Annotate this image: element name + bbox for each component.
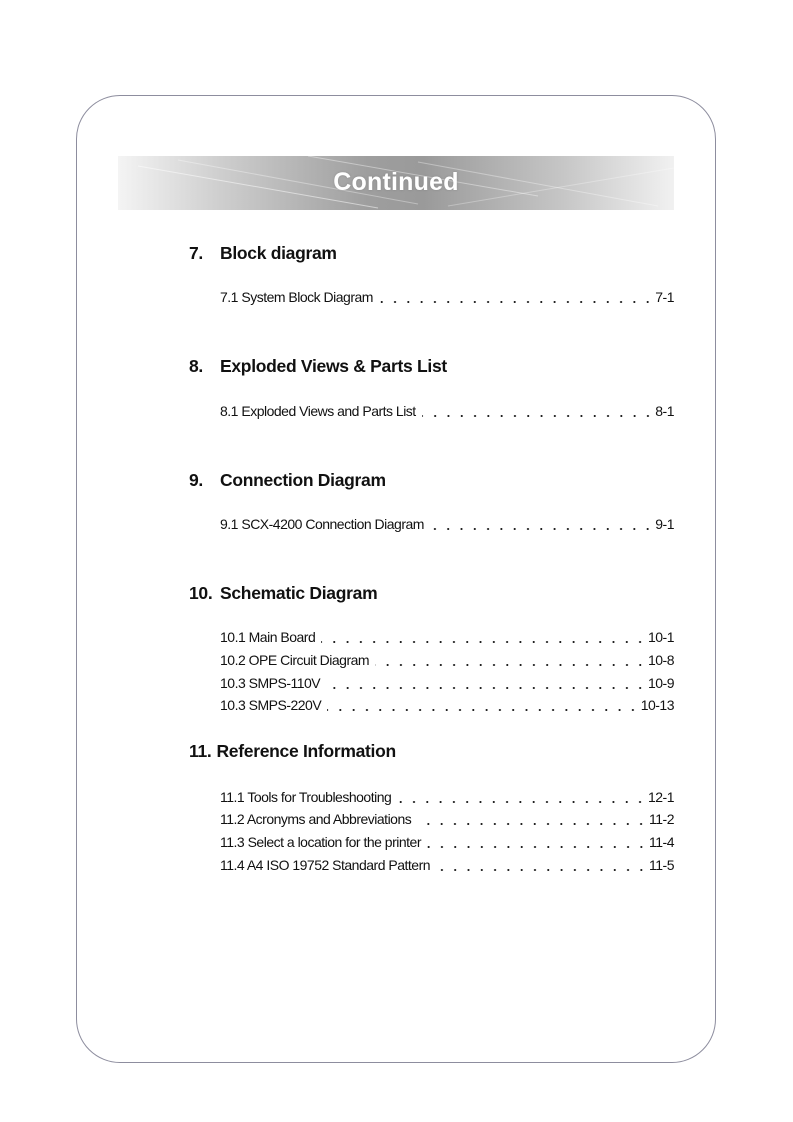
section-number: 8. [189, 356, 203, 376]
section-heading-10[interactable] [189, 583, 377, 604]
dot-leader [397, 798, 647, 806]
page-frame [76, 95, 716, 1063]
toc-entry-label: 9.1 SCX-4200 Connection Diagram [220, 516, 424, 532]
dot-leader [327, 706, 640, 714]
dot-leader [427, 843, 648, 851]
toc-entry-label: 10.1 Main Board [220, 629, 316, 645]
section-title: Reference Information [216, 741, 396, 761]
toc-entry-page: 10-13 [640, 697, 674, 713]
toc-entry-9-1[interactable] [220, 516, 674, 536]
toc-entry-label: 10.3 SMPS-110V [220, 675, 321, 691]
section-number: 11. [189, 741, 212, 761]
page-title: Continued [333, 168, 459, 196]
section-heading-7[interactable] [189, 243, 337, 264]
toc-entry-page: 12-1 [647, 789, 674, 805]
section-title: Block diagram [220, 243, 337, 263]
toc-entry-label: 11.4 A4 ISO 19752 Standard Pattern [220, 857, 431, 873]
section-title: Exploded Views & Parts List [220, 356, 447, 376]
toc-entry-label: 11.3 Select a location for the printer [220, 834, 421, 850]
dot-leader [417, 820, 648, 828]
toc-entry-11-4[interactable] [220, 857, 674, 877]
toc-entry-11-2[interactable] [220, 811, 674, 831]
toc-entry-label: 11.2 Acronyms and Abbreviations [220, 811, 412, 827]
toc-entry-page: 11-5 [649, 857, 674, 873]
title-banner [118, 156, 674, 210]
dot-leader [379, 298, 654, 306]
dot-leader [326, 684, 647, 692]
section-number: 10. [189, 583, 213, 603]
section-heading-9[interactable] [189, 470, 386, 491]
toc-entry-10-4[interactable] [220, 697, 674, 717]
section-number: 7. [189, 243, 203, 263]
toc-entry-8-1[interactable] [220, 403, 674, 423]
section-number: 9. [189, 470, 203, 490]
toc-entry-10-3[interactable] [220, 675, 674, 695]
toc-entry-page: 10-8 [647, 652, 674, 668]
toc-entry-page: 10-1 [647, 629, 674, 645]
toc-entry-page: 7-1 [655, 289, 674, 305]
toc-entry-label: 10.3 SMPS-220V [220, 697, 322, 713]
toc-entry-7-1[interactable] [220, 289, 674, 309]
toc-entry-11-3[interactable] [220, 834, 674, 854]
toc-entry-11-1[interactable] [220, 789, 674, 809]
toc-entry-10-2[interactable] [220, 652, 674, 672]
toc-entry-label: 8.1 Exploded Views and Parts List [220, 403, 416, 419]
dot-leader [422, 412, 655, 420]
dot-leader [436, 866, 648, 874]
toc-entry-page: 11-2 [649, 811, 674, 827]
toc-entry-10-1[interactable] [220, 629, 674, 649]
dot-leader [375, 661, 647, 669]
toc-entry-label: 11.1 Tools for Troubleshooting [220, 789, 392, 805]
section-title: Connection Diagram [220, 470, 386, 490]
dot-leader [430, 525, 654, 533]
section-heading-8[interactable] [189, 356, 447, 377]
toc-entry-page: 10-9 [647, 675, 674, 691]
dot-leader [321, 638, 647, 646]
toc-entry-label: 7.1 System Block Diagram [220, 289, 373, 305]
toc-entry-page: 9-1 [655, 516, 674, 532]
section-heading-11[interactable] [189, 741, 396, 762]
toc-entry-page: 11-4 [649, 834, 674, 850]
toc-entry-page: 8-1 [655, 403, 674, 419]
toc-entry-label: 10.2 OPE Circuit Diagram [220, 652, 370, 668]
section-title: Schematic Diagram [220, 583, 378, 603]
